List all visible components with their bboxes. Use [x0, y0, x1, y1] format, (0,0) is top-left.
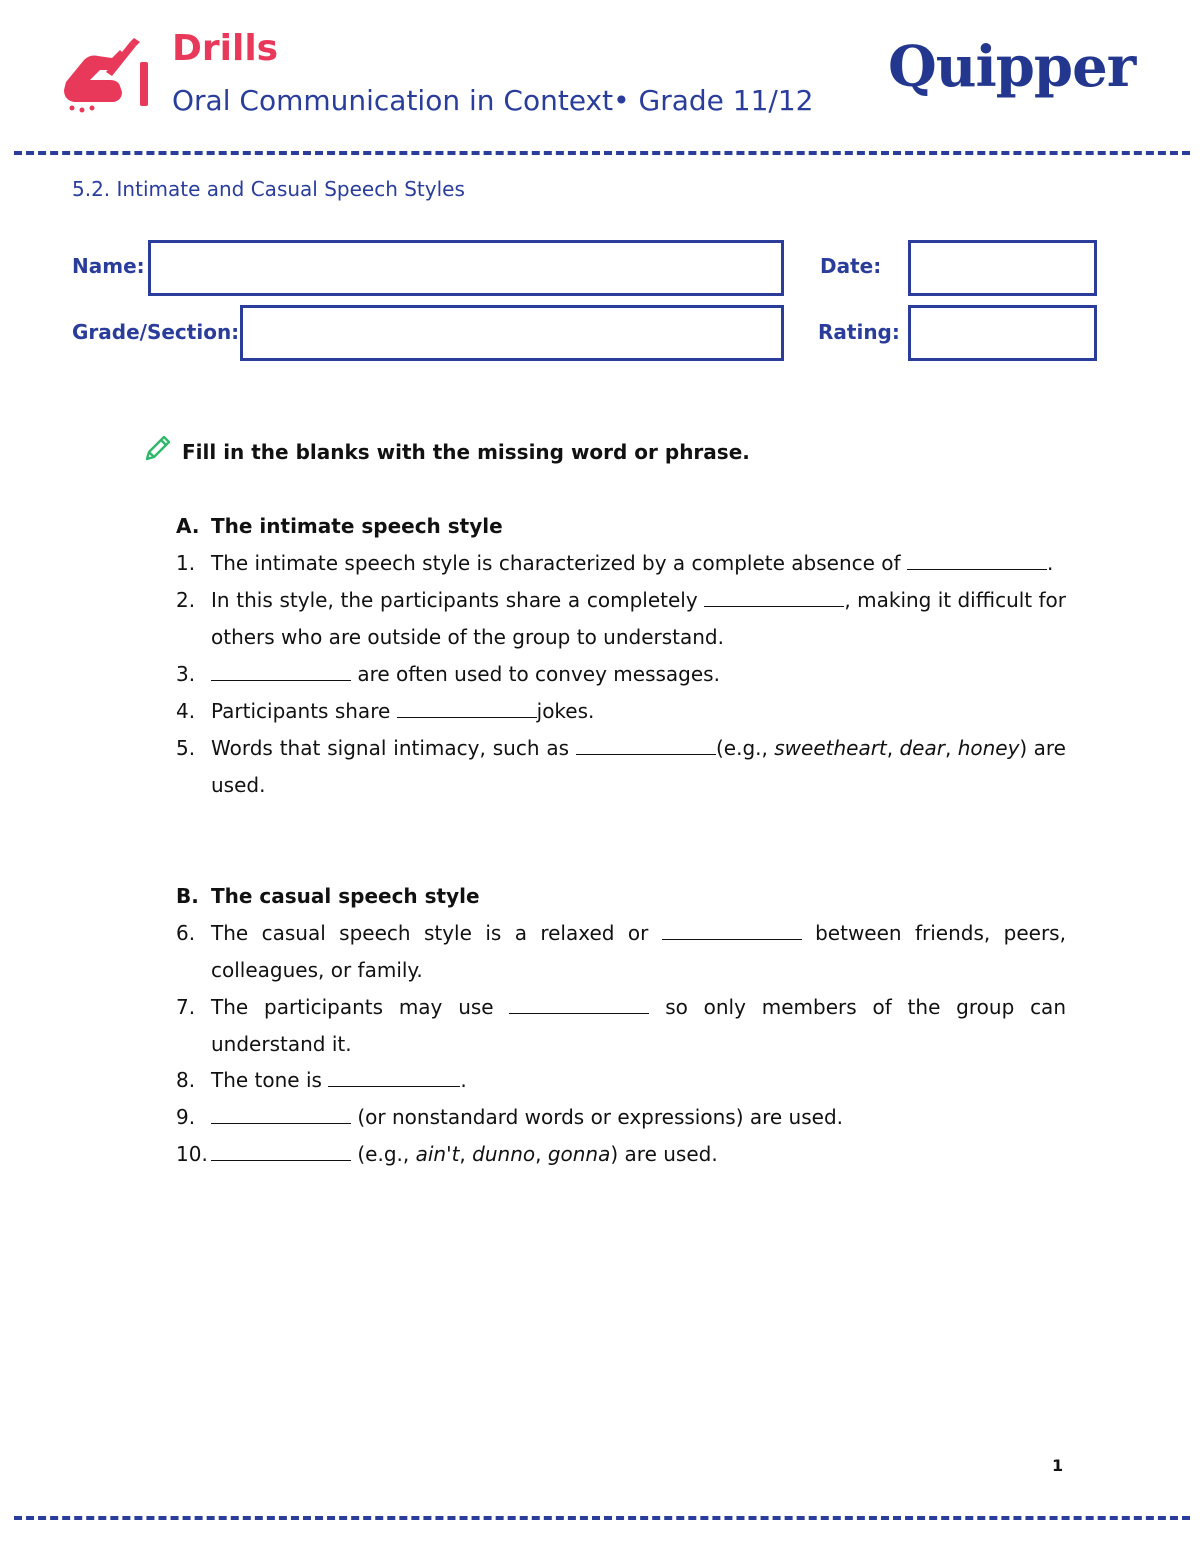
item-number: 1.	[176, 551, 196, 575]
answer-blank[interactable]	[211, 1142, 351, 1161]
page-number: 1	[1052, 1456, 1064, 1475]
item-7-line-1: The participants may use so only members of the group can	[211, 995, 1066, 1019]
answer-blank[interactable]	[662, 921, 802, 940]
item-9-text: (or nonstandard words or expressions) are used.	[211, 1105, 843, 1129]
item-7-line-2: understand it.	[211, 1032, 352, 1056]
rating-field[interactable]	[908, 305, 1097, 361]
item-10-text: (e.g., ain't, dunno, gonna) are used.	[211, 1142, 718, 1166]
item-3-text: are often used to convey messages.	[211, 662, 720, 686]
section-b-letter: B.	[176, 884, 199, 908]
item-number: 9.	[176, 1105, 196, 1129]
item-4-text: Participants share jokes.	[211, 699, 595, 723]
subject-subtitle: Oral Communication in Context• Grade 11/12	[172, 84, 814, 117]
answer-blank[interactable]	[907, 551, 1047, 570]
name-label: Name:	[72, 254, 145, 278]
item-number: 5.	[176, 736, 196, 760]
header-divider	[14, 151, 1190, 155]
item-number: 7.	[176, 995, 196, 1019]
item-2-line-1: In this style, the participants share a completely , making it difficult for	[211, 588, 1066, 612]
answer-blank[interactable]	[211, 662, 351, 681]
answer-blank[interactable]	[328, 1068, 460, 1087]
section-a-letter: A.	[176, 514, 200, 538]
answer-blank[interactable]	[576, 736, 716, 755]
answer-blank[interactable]	[509, 995, 649, 1014]
date-label: Date:	[820, 254, 882, 278]
brand-logo: Quipper	[888, 34, 1136, 100]
answer-blank[interactable]	[397, 699, 537, 718]
section-b-title: The casual speech style	[211, 884, 480, 908]
item-1-text: The intimate speech style is characterized by a complete absence of .	[211, 551, 1054, 575]
item-number: 6.	[176, 921, 196, 945]
pencil-icon	[142, 432, 174, 464]
item-number: 3.	[176, 662, 196, 686]
drills-title: Drills	[172, 28, 279, 69]
item-number: 2.	[176, 588, 196, 612]
name-field[interactable]	[148, 240, 784, 296]
item-number: 10.	[176, 1142, 208, 1166]
section-a-title: The intimate speech style	[211, 514, 503, 538]
item-number: 4.	[176, 699, 196, 723]
instruction-text: Fill in the blanks with the missing word or phrase.	[182, 440, 750, 464]
item-number: 8.	[176, 1068, 196, 1092]
date-field[interactable]	[908, 240, 1097, 296]
item-2-line-2: others who are outside of the group to understand.	[211, 625, 724, 649]
answer-blank[interactable]	[211, 1105, 351, 1124]
item-6-line-2: colleagues, or family.	[211, 958, 423, 982]
footer-divider	[14, 1516, 1190, 1520]
lesson-title: 5.2. Intimate and Casual Speech Styles	[72, 177, 465, 201]
grade-section-label: Grade/Section:	[72, 320, 240, 344]
rating-label: Rating:	[818, 320, 900, 344]
grade-section-field[interactable]	[240, 305, 784, 361]
drills-hand-writing-icon	[60, 36, 152, 114]
item-5-line-2: used.	[211, 773, 266, 797]
item-6-line-1: The casual speech style is a relaxed or between friends, peers,	[211, 921, 1066, 945]
answer-blank[interactable]	[704, 588, 844, 607]
item-5-line-1: Words that signal intimacy, such as (e.g., sweetheart, dear, honey) are	[211, 736, 1066, 760]
item-8-text: The tone is .	[211, 1068, 467, 1092]
